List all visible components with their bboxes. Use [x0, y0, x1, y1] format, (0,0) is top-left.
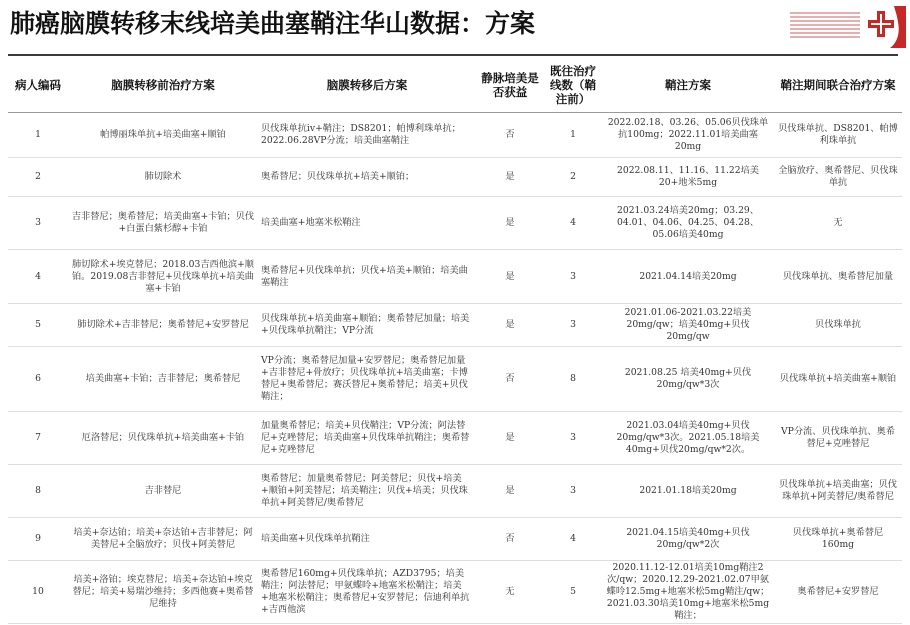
- cell-iv-benefit: 是: [476, 304, 544, 347]
- cell-pre-treatment: 肺切除术: [68, 158, 258, 197]
- cell-prior-lines: 5: [544, 561, 602, 624]
- logo-stripes: [790, 12, 860, 38]
- header-patient-id: 病人编码: [8, 58, 68, 113]
- cell-prior-lines: 1: [544, 113, 602, 158]
- cell-post-treatment: 奥希替尼；贝伐珠单抗+培美+顺铂；: [258, 158, 476, 197]
- cell-pre-treatment: 厄洛替尼；贝伐珠单抗+培美曲塞+卡铂: [68, 412, 258, 465]
- cell-pre-treatment: 培美曲塞+卡铂；吉非替尼；奥希替尼: [68, 347, 258, 412]
- header-post-treatment: 脑膜转移后方案: [258, 58, 476, 113]
- header-prior-lines: 既往治疗线数（鞘注前）: [544, 58, 602, 113]
- cell-pre-treatment: 吉非替尼: [68, 465, 258, 518]
- cell-prior-lines: 3: [544, 412, 602, 465]
- cell-combination: 无: [774, 197, 902, 250]
- table-row: [8, 465, 902, 518]
- cell-patient-id: 7: [8, 412, 68, 465]
- cell-pre-treatment: 帕博丽珠单抗+培美曲塞+顺铂: [68, 113, 258, 158]
- table-row: [8, 347, 902, 412]
- cell-iv-benefit: 无: [476, 561, 544, 624]
- cell-iv-benefit: 否: [476, 347, 544, 412]
- regimen-table: [8, 58, 902, 624]
- cell-patient-id: 4: [8, 250, 68, 304]
- cell-intrathecal: 2021.03.04培美40mg+贝伐20mg/qw*3次。2021.05.18培美40mg+贝伐20mg/qw*2次。: [602, 412, 774, 465]
- cell-pre-treatment: 吉非替尼；奥希替尼；培美曲塞+卡铂；贝伐+白蛋白紫杉醇+卡铂: [68, 197, 258, 250]
- cell-combination: 贝伐珠单抗+培美曲塞；贝伐珠单抗+阿美替尼/奥希替尼: [774, 465, 902, 518]
- header-combination: 鞘注期间联合治疗方案: [774, 58, 902, 113]
- cell-patient-id: 3: [8, 197, 68, 250]
- cell-intrathecal: 2021.01.18培美20mg: [602, 465, 774, 518]
- cell-prior-lines: 8: [544, 347, 602, 412]
- cell-intrathecal: 2021.04.14培美20mg: [602, 250, 774, 304]
- cell-patient-id: 5: [8, 304, 68, 347]
- header-pre-treatment: 脑膜转移前治疗方案: [68, 58, 258, 113]
- cell-intrathecal: 2020.11.12-12.01培美10mg鞘注2次/qw；2020.12.29-2021.02.07甲氨蝶呤12.5mg+地塞米松5mg鞘注/qw；2021.03.30培美10mg+地塞米松5mg鞘注；: [602, 561, 774, 624]
- cell-pre-treatment: 培美+奈达铂；培美+奈达铂+吉非替尼；阿美替尼+全脑放疗；贝伐+阿美替尼: [68, 518, 258, 561]
- cell-combination: 奥希替尼+安罗替尼: [774, 561, 902, 624]
- cell-prior-lines: 3: [544, 250, 602, 304]
- cell-post-treatment: 奥希替尼+贝伐珠单抗；贝伐+培美+顺铂；培美曲塞鞘注: [258, 250, 476, 304]
- cell-post-treatment: 培美曲塞+地塞米松鞘注: [258, 197, 476, 250]
- cell-post-treatment: VP分流；奥希替尼加量+安罗替尼；奥希替尼加量+吉非替尼+骨放疗；贝伐珠单抗+培美曲塞；卡博替尼+奥希替尼；赛沃替尼+奥希替尼；培美+贝伐鞘注；: [258, 347, 476, 412]
- table-header-row: [8, 58, 902, 113]
- cell-intrathecal: 2021.01.06-2021.03.22培美20mg/qw；培美40mg+贝伐20mg/qw: [602, 304, 774, 347]
- header-rule: [8, 54, 898, 56]
- red-cross-logo-icon: [864, 2, 908, 52]
- cell-pre-treatment: 肺切除术+吉非替尼；奥希替尼+安罗替尼: [68, 304, 258, 347]
- cell-post-treatment: 培美曲塞+贝伐珠单抗鞘注: [258, 518, 476, 561]
- table-row: [8, 518, 902, 561]
- cell-patient-id: 6: [8, 347, 68, 412]
- table-row: [8, 412, 902, 465]
- cell-post-treatment: 加量奥希替尼；培美+贝伐鞘注；VP分流；阿法替尼+克唑替尼；培美曲塞+贝伐珠单抗鞘注；奥希替尼+克唑替尼: [258, 412, 476, 465]
- table-row: [8, 158, 902, 197]
- cell-pre-treatment: 培美+洛铂；埃克替尼；培美+奈达铂+埃克替尼；培美+易瑞沙维持；多西他赛+奥希替尼维持: [68, 561, 258, 624]
- header-intrathecal: 鞘注方案: [602, 58, 774, 113]
- cell-intrathecal: 2021.03.24培美20mg；03.29、04.01、04.06、04.25、04.28、05.06培美40mg: [602, 197, 774, 250]
- table-row: [8, 561, 902, 624]
- table-row: [8, 250, 902, 304]
- cell-combination: 贝伐珠单抗、奥希替尼加量: [774, 250, 902, 304]
- cell-prior-lines: 3: [544, 465, 602, 518]
- cell-pre-treatment: 肺切除术+埃克替尼；2018.03吉西他滨+顺铂。2019.08吉非替尼+贝伐珠单抗+培美曲塞+卡铂: [68, 250, 258, 304]
- cell-patient-id: 8: [8, 465, 68, 518]
- cell-iv-benefit: 是: [476, 250, 544, 304]
- cell-combination: 贝伐珠单抗: [774, 304, 902, 347]
- table-row: [8, 113, 902, 158]
- cell-combination: 贝伐珠单抗、DS8201、帕博利珠单抗: [774, 113, 902, 158]
- cell-prior-lines: 4: [544, 197, 602, 250]
- cell-intrathecal: 2022.02.18、03.26、05.06贝伐珠单抗100mg；2022.11.01培美曲塞20mg: [602, 113, 774, 158]
- cell-iv-benefit: 是: [476, 412, 544, 465]
- cell-combination: 贝伐珠单抗+奥希替尼160mg: [774, 518, 902, 561]
- table-row: [8, 304, 902, 347]
- cell-combination: VP分流、贝伐珠单抗、奥希替尼+克唑替尼: [774, 412, 902, 465]
- slide-title: 肺癌脑膜转移末线培美曲塞鞘注华山数据：方案: [10, 9, 536, 38]
- cell-prior-lines: 4: [544, 518, 602, 561]
- cell-patient-id: 1: [8, 113, 68, 158]
- cell-iv-benefit: 是: [476, 197, 544, 250]
- cell-post-treatment: 贝伐珠单抗+培美曲塞+顺铂；奥希替尼加量；培美+贝伐珠单抗鞘注；VP分流: [258, 304, 476, 347]
- cell-combination: 全脑放疗、奥希替尼、贝伐珠单抗: [774, 158, 902, 197]
- cell-intrathecal: 2021.04.15培美40mg+贝伐20mg/qw*2次: [602, 518, 774, 561]
- cell-iv-benefit: 是: [476, 465, 544, 518]
- cell-prior-lines: 3: [544, 304, 602, 347]
- cell-post-treatment: 奥希替尼160mg+贝伐珠单抗；AZD3795；培美鞘注；阿法替尼；甲氨蝶呤+地塞米松鞘注；培美+地塞米松鞘注；奥希替尼+安罗替尼；信迪利单抗+吉西他滨: [258, 561, 476, 624]
- cell-patient-id: 2: [8, 158, 68, 197]
- cell-iv-benefit: 否: [476, 518, 544, 561]
- cell-combination: 贝伐珠单抗+培美曲塞+顺铂: [774, 347, 902, 412]
- cell-patient-id: 9: [8, 518, 68, 561]
- cell-intrathecal: 2021.08.25 培美40mg+贝伐20mg/qw*3次: [602, 347, 774, 412]
- header-iv-benefit: 静脉培美是否获益: [476, 58, 544, 113]
- cell-intrathecal: 2022.08.11、11.16、11.22培美20+地米5mg: [602, 158, 774, 197]
- cell-post-treatment: 贝伐珠单抗iv+鞘注；DS8201；帕博利珠单抗；2022.06.28VP分流；培美曲塞鞘注: [258, 113, 476, 158]
- cell-patient-id: 10: [8, 561, 68, 624]
- table-row: [8, 197, 902, 250]
- cell-prior-lines: 2: [544, 158, 602, 197]
- hospital-logo: [790, 2, 908, 54]
- cell-post-treatment: 奥希替尼；加量奥希替尼；阿美替尼；贝伐+培美+顺铂+阿美替尼；培美鞘注；贝伐+培美；贝伐珠单抗+阿美替尼/奥希替尼: [258, 465, 476, 518]
- cell-iv-benefit: 否: [476, 113, 544, 158]
- cell-iv-benefit: 是: [476, 158, 544, 197]
